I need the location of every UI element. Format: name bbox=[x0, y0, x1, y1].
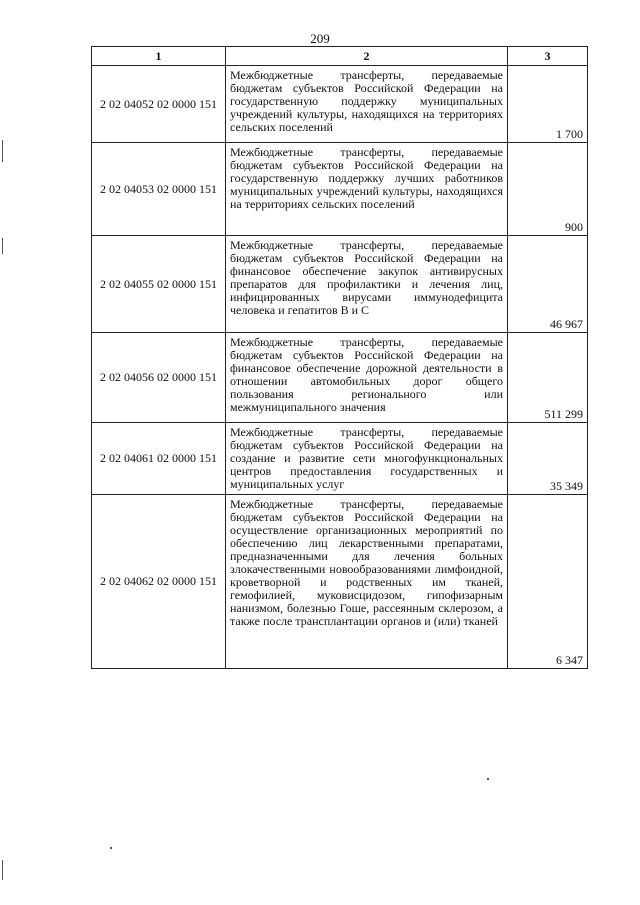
transfer-description: Межбюджетные трансферты, передаваемые бюджетам субъектов Российской Федерации на государственную поддержку муниципальных учреждений культуры, находящихся на территориях сельских поселений bbox=[226, 66, 508, 143]
transfer-description: Межбюджетные трансферты, передаваемые бюджетам субъектов Российской Федерации на финансовое обеспечение дорожной деятельности в отношении автомобильных дорог общего пользования регионального или межмуниципального значения bbox=[226, 333, 508, 423]
budget-code: 2 02 04052 02 0000 151 bbox=[92, 66, 226, 143]
table-row bbox=[92, 236, 588, 333]
table-row bbox=[92, 495, 588, 669]
transfer-amount: 46 967 bbox=[508, 236, 588, 333]
budget-table bbox=[91, 46, 588, 669]
transfer-description: Межбюджетные трансферты, передаваемые бюджетам субъектов Российской Федерации на осуществление организационных мероприятий по обеспечению лиц лекарственными препаратами, предназначенными для лечения больных злокачественными новообразованиями лимфоидной, кроветворной и родственных им тканей, гемофилией, муковисцидозом, гипофизарным нанизмом, болезнью Гоше, рассеянным склерозом, а также после трансплантации органов и (или) тканей bbox=[226, 495, 508, 669]
budget-code: 2 02 04061 02 0000 151 bbox=[92, 423, 226, 495]
table-row bbox=[92, 66, 588, 143]
scan-mark bbox=[2, 140, 3, 162]
transfer-amount: 6 347 bbox=[508, 495, 588, 669]
budget-code: 2 02 04062 02 0000 151 bbox=[92, 495, 226, 669]
table-header-row bbox=[92, 47, 588, 66]
column-header-2: 2 bbox=[226, 47, 508, 66]
page-number: 209 bbox=[310, 31, 330, 46]
table-row bbox=[92, 423, 588, 495]
budget-code: 2 02 04056 02 0000 151 bbox=[92, 333, 226, 423]
scan-dot bbox=[487, 778, 489, 780]
transfer-description: Межбюджетные трансферты, передаваемые бюджетам субъектов Российской Федерации на финансовое обеспечение закупок антивирусных препаратов для профилактики и лечения лиц, инфицированных вирусами иммунодефицита человека и гепатитов B и C bbox=[226, 236, 508, 333]
budget-code: 2 02 04055 02 0000 151 bbox=[92, 236, 226, 333]
column-header-1: 1 bbox=[92, 47, 226, 66]
transfer-amount: 900 bbox=[508, 143, 588, 236]
transfer-amount: 1 700 bbox=[508, 66, 588, 143]
table-row bbox=[92, 333, 588, 423]
transfer-amount: 511 299 bbox=[508, 333, 588, 423]
budget-code: 2 02 04053 02 0000 151 bbox=[92, 143, 226, 236]
scan-mark bbox=[2, 860, 3, 880]
column-header-3: 3 bbox=[508, 47, 588, 66]
scan-dot bbox=[110, 847, 112, 849]
transfer-amount: 35 349 bbox=[508, 423, 588, 495]
table-row bbox=[92, 143, 588, 236]
transfer-description: Межбюджетные трансферты, передаваемые бюджетам субъектов Российской Федерации на создание и развитие сети многофункциональных центров предоставления государственных и муниципальных услуг bbox=[226, 423, 508, 495]
scan-mark bbox=[2, 238, 3, 254]
transfer-description: Межбюджетные трансферты, передаваемые бюджетам субъектов Российской Федерации на государственную поддержку лучших работников муниципальных учреждений культуры, находящихся на территориях сельских поселений bbox=[226, 143, 508, 236]
